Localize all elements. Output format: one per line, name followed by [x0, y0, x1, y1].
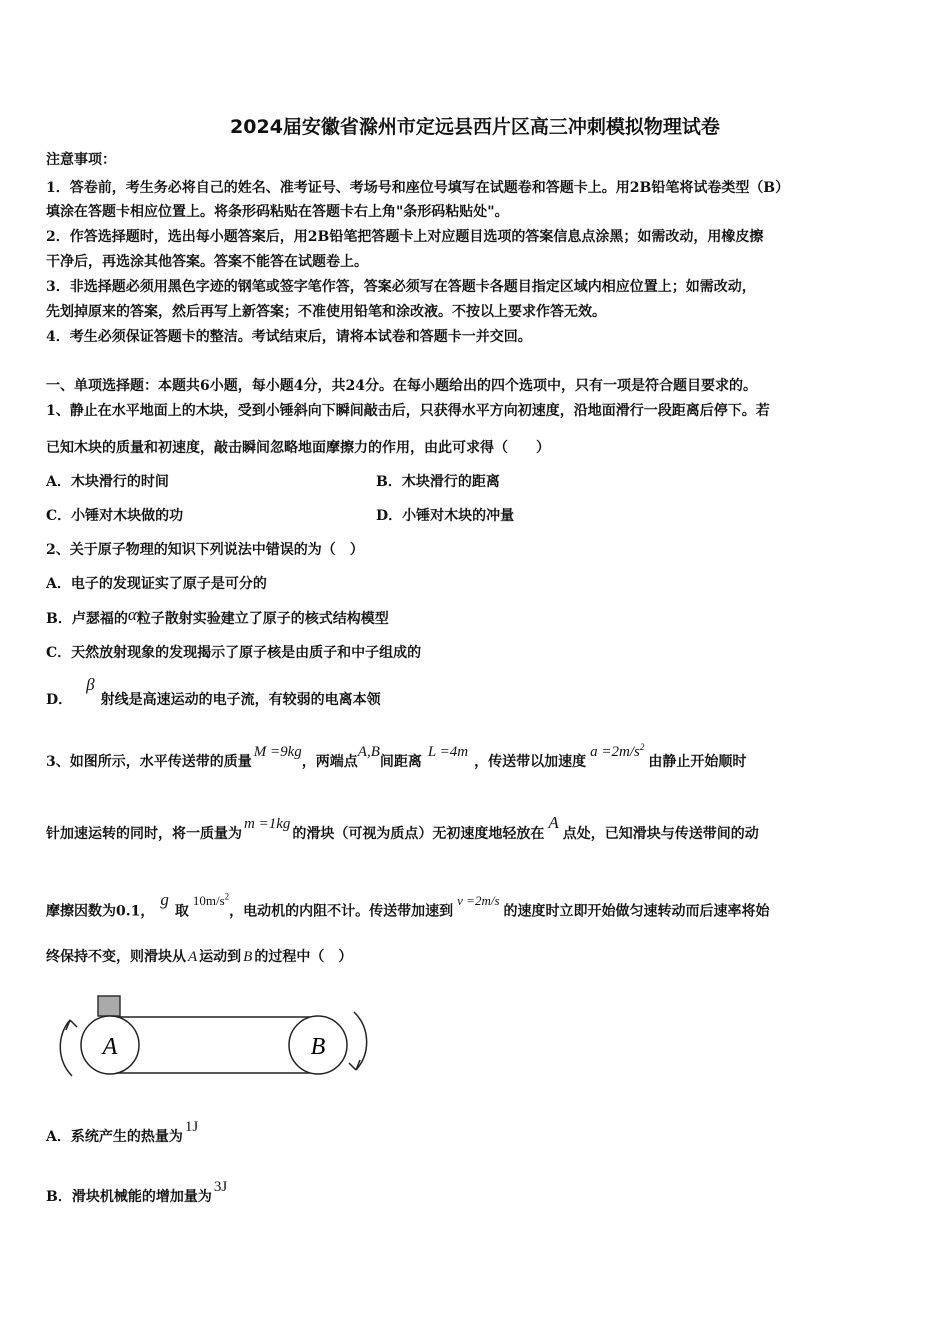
option-c: C．天然放射现象的发现揭示了原子核是由质子和中子组成的: [46, 645, 422, 661]
option-text: B．卢瑟福的: [46, 611, 128, 627]
option-d: D．小锤对木块的冲量: [376, 508, 515, 524]
stem-text: 摩擦因数为0.1，: [46, 903, 155, 920]
question-stem-line: [46, 813, 759, 843]
pulley-a-label: A: [102, 1034, 118, 1060]
math-point-b: B: [243, 949, 253, 965]
option-b: B．木块滑行的距离: [376, 474, 500, 490]
math-velocity: v =2m/s: [457, 893, 500, 909]
stem-text: 间距离: [379, 754, 422, 770]
stem-text: 针加速运转的同时，将一质量为: [46, 826, 242, 842]
rotation-arrow-right-icon: [349, 1060, 360, 1070]
option-text: B．滑块机械能的增加量为: [46, 1189, 212, 1205]
stem-text: 点处，已知滑块与传送带间的动: [562, 826, 759, 842]
math-gravity: g: [160, 890, 169, 910]
rotation-arrow-left-icon: [66, 1020, 77, 1030]
option-c: C．小锤对木块做的功: [46, 508, 184, 524]
slider-block: [98, 996, 120, 1016]
question-stem: 1、静止在水平地面上的木块，受到小锤斜向下瞬间敲击后，只获得水平方向初速度，沿地面滑行一段距离后停下。若: [46, 403, 770, 419]
alpha-symbol: α: [127, 605, 137, 624]
beta-symbol: β: [86, 675, 95, 694]
math-length: L =4m: [427, 744, 469, 760]
option-value: 1J: [184, 1119, 199, 1135]
stem-text: ，传送带以加速度: [474, 754, 587, 770]
notice-line: 填涂在答题卡相应位置上。将条形码粘贴在答题卡右上角"条形码粘贴处"。: [46, 204, 509, 220]
option-a: [46, 1119, 199, 1146]
stem-text: ，两端点: [301, 754, 358, 770]
question-stem: 已知木块的质量和初速度，敲击瞬间忽略地面摩擦力的作用，由此可求得（ ）: [46, 440, 550, 456]
stem-text: ，电动机的内阻不计。传送带加速到: [229, 903, 454, 920]
question-stem-line: [46, 742, 747, 771]
math-mass: M =9kg: [253, 744, 302, 760]
exponent: 2: [224, 892, 230, 902]
stem-text: 运动到: [199, 949, 242, 965]
math-point-a: A: [548, 813, 559, 832]
option-value: 3J: [213, 1179, 228, 1195]
conveyor-belt-figure: [50, 990, 380, 1082]
math-gravity-value: [193, 893, 229, 908]
notice-line: 先划掉原来的答案，然后再写上新答案；不准使用铅笔和涂改液。不按以上要求作答无效。: [46, 304, 606, 320]
stem-text: 的过程中（ ）: [254, 949, 353, 965]
notice-line: 1．答卷前，考生务必将自己的姓名、准考证号、考场号和座位号填写在试题卷和答题卡上。用2B铅笔将试卷类型（B）: [46, 180, 790, 196]
question-stem-line: [46, 948, 352, 966]
option-b: [46, 605, 389, 628]
math-point-a: A: [188, 949, 198, 965]
stem-text: 终保持不变，则滑块从: [46, 949, 186, 965]
math-gravity-number: 10m/s: [192, 893, 225, 909]
notice-line: 4．考生必须保证答题卡的整洁。考试结束后，请将本试卷和答题卡一并交回。: [46, 329, 532, 345]
stem-text: 的滑块（可视为质点）无初速度地轻放在: [292, 826, 545, 842]
option-a: A．电子的发现证实了原子是可分的: [46, 576, 267, 592]
option-text: 射线是高速运动的电子流，有较弱的电离本领: [100, 692, 381, 708]
option-text: 粒子散射实验建立了原子的核式结构模型: [136, 611, 389, 627]
option-d: [46, 675, 381, 709]
option-b: [46, 1179, 228, 1206]
question-stem-line: [46, 890, 770, 920]
page-title: 2024届安徽省滁州市定远县西片区高三冲刺模拟物理试卷: [230, 116, 720, 138]
notice-line: 干净后，再选涂其他答案。答案不能答在试题卷上。: [46, 254, 368, 270]
pulley-b-label: B: [310, 1034, 326, 1060]
notice-line: 2．作答选择题时，选出每小题答案后，用2B铅笔把答题卡上对应题目选项的答案信息点涂黑；如需改动，用橡皮擦: [46, 229, 764, 245]
notice-line: 3．非选择题必须用黑色字迹的钢笔或签字笔作答，答案必须写在答题卡各题目指定区域内相应位置上；如需改动，: [46, 279, 756, 295]
question-stem: 2、关于原子物理的知识下列说法中错误的为（ ）: [46, 542, 364, 558]
math-acceleration-value: a =2m/s: [590, 744, 640, 760]
math-slider-mass: m =1kg: [244, 816, 291, 832]
section-heading: 一、单项选择题：本题共6小题，每小题4分，共24分。在每小题给出的四个选项中，只有一项是符合题目要求的。: [46, 378, 757, 394]
option-text: A．系统产生的热量为: [46, 1129, 183, 1145]
exponent: 2: [639, 742, 645, 752]
stem-text: 取: [174, 903, 189, 920]
option-a: A．木块滑行的时间: [46, 474, 169, 490]
stem-text: 3、如图所示，水平传送带的质量: [46, 754, 252, 770]
notice-heading: 注意事项：: [46, 152, 116, 168]
option-text: D．: [46, 692, 73, 708]
math-acceleration: [590, 744, 644, 760]
stem-text: 由静止开始顺时: [648, 754, 747, 770]
stem-text: 的速度时立即开始做匀速转动而后速率将始: [503, 903, 770, 920]
rotation-arc-right: [354, 1012, 367, 1070]
math-points: A,B: [357, 744, 380, 760]
